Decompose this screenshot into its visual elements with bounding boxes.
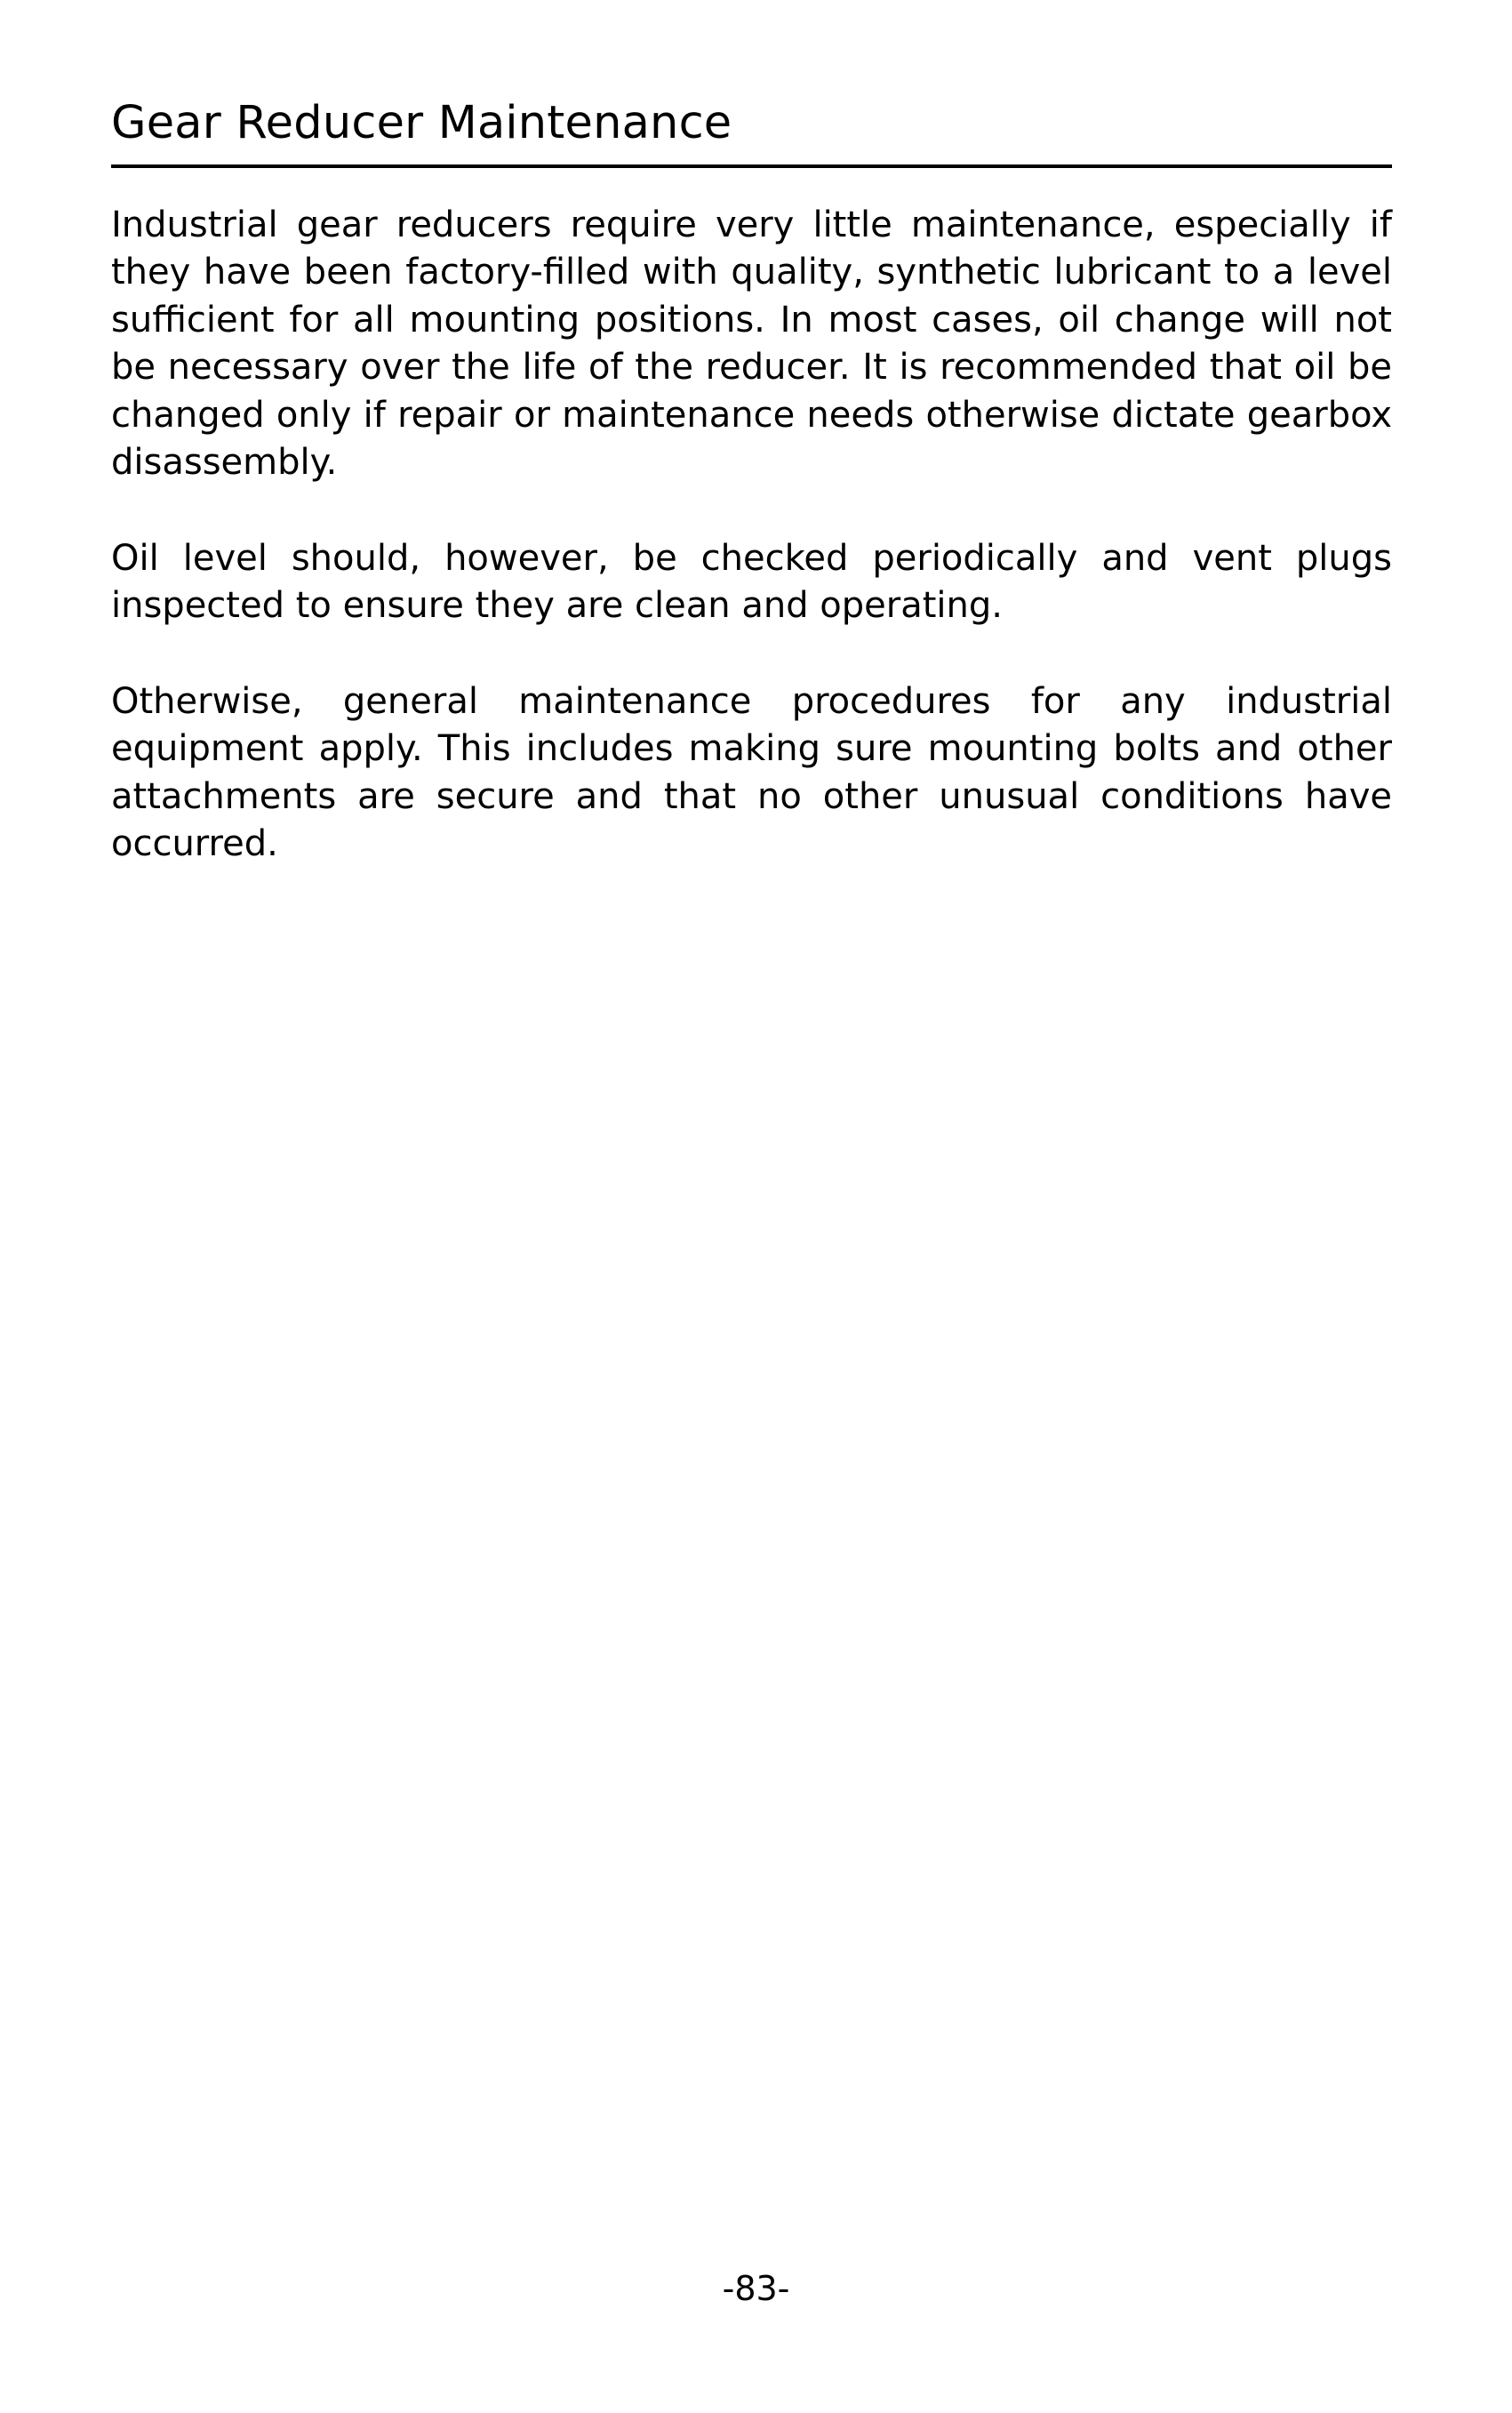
body-paragraph-3: Otherwise, general maintenance procedures for any industrial equipment apply. This includes making sure mounting bolts and other attachments are secure and that no other unusual conditions have occurred. bbox=[111, 680, 1392, 865]
body-paragraph-2: Oil level should, however, be checked periodically and vent plugs inspected to ensure they are clean and operating. bbox=[111, 537, 1392, 627]
body-paragraph-1: Industrial gear reducers require very little maintenance, especially if they have been factory-filled with quality, synthetic lubricant to a level sufficient for all mounting positions. In most cases, oil change will not be necessary over the life of the reducer. It is recommended that oil be changed only if repair or maintenance needs otherwise dictate gearbox disassembly. bbox=[111, 204, 1392, 484]
title-underline-rule bbox=[111, 164, 1392, 168]
section-title: Gear Reducer Maintenance bbox=[111, 97, 732, 149]
page-number: -83- bbox=[722, 2269, 790, 2308]
maintenance-section bbox=[111, 98, 1392, 917]
